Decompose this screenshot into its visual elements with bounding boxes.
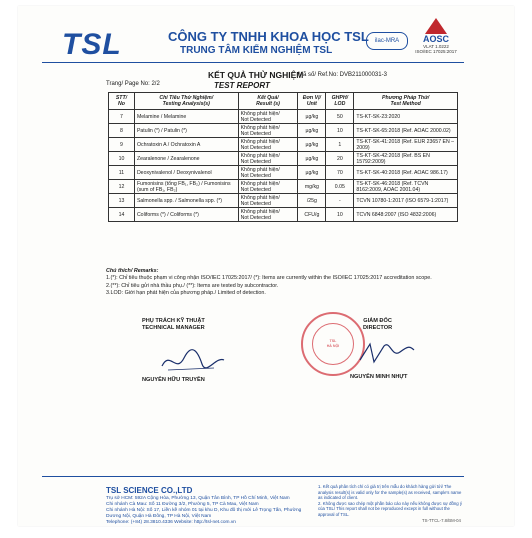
report-ref-number: Mã số/ Ref.No: DVB211000031-3 [298,72,387,78]
row-method: TS-KT-SK-46:2018 (Ref. TCVN 8162:2009, AOAC 2001.04) [354,180,458,194]
row-result: Không phát hiện/ Not Detected [238,110,298,124]
row-result: Không phát hiện/ Not Detected [238,152,298,166]
row-result: Không phát hiện/ Not Detected [238,124,298,138]
technical-manager-role-vn: PHỤ TRÁCH KỸ THUẬT [142,318,205,324]
footer-contact: Telephone: (+84) 28.3810.4336 Website: http://tsl-net.com.vn [106,520,236,525]
row-number: 9 [109,138,135,152]
row-number: 13 [109,194,135,208]
row-indicator: Zearalenone / Zearalenone [134,152,238,166]
aosc-label: AOSC [422,34,449,44]
remark-item: 2.(**): Chỉ tiêu gửi nhà thầu phụ./ (**): Items are tested by subcontractor. [106,282,279,289]
header-unit: Đơn Vị/ Unit [298,93,326,110]
row-result: Không phát hiện/ Not Detected [238,194,298,208]
director-name: NGUYỄN MINH NHỰT [350,374,408,380]
row-unit: µg/kg [298,110,326,124]
footer-remark: 2. Không được sao chép một phần báo cáo này nếu không được sự đồng ý của TSL/ This report shall not be reproduced except in full without the approval of TSL. [318,500,462,517]
row-indicator: Melamine / Melamine [134,110,238,124]
row-unit: /25g [298,194,326,208]
remark-item: 1.(*): Chỉ tiêu thuộc phạm vi công nhận ISO/IEC 17025:2017/ (*): Items are currently within the ISO/IEC 17025:2017 accreditation scope. [106,275,432,282]
row-number: 12 [109,180,135,194]
header-result: Kết Quả/ Result (s) [238,93,298,110]
row-number: 10 [109,152,135,166]
header-lod: GHPH/ LOD [326,93,354,110]
row-number: 14 [109,208,135,222]
results-table [108,92,458,222]
remarks-heading: Chú thích/ Remarks: [106,268,159,274]
table-row [109,152,458,166]
row-method: TS-KT-SK-65:2018 (Ref. AOAC 2000.02) [354,124,458,138]
remarks-section [106,268,456,298]
company-seal-inner: TSL HÀ NỘI [312,323,354,365]
report-title: KẾT QUẢ THỬ NGHIỆM [208,70,304,80]
row-lod: - [326,194,354,208]
row-number: 8 [109,124,135,138]
row-number: 7 [109,110,135,124]
row-lod: 0.05 [326,180,354,194]
row-number: 11 [109,166,135,180]
director-role-en: DIRECTOR [363,325,393,331]
row-method: TCVN 6848:2007 (ISO 4832:2006) [354,208,458,222]
ilac-mra-badge: ilac-MRA [366,32,408,50]
row-unit: CFU/g [298,208,326,222]
row-lod: 70 [326,166,354,180]
row-indicator: Coliforms (*) / Coliforms (*) [134,208,238,222]
row-indicator: Deoxynivalenol / Deoxynivalenol [134,166,238,180]
report-subtitle: TEST REPORT [214,81,270,90]
row-method: TS-KT-SK-40:2018 (Ref. AOAC 986.17) [354,166,458,180]
header-stt: STT/ No [109,93,135,110]
table-header-row [109,93,458,110]
row-result: Không phát hiện/ Not Detected [238,180,298,194]
row-indicator: Salmonella spp. / Salmonella spp. (*) [134,194,238,208]
table-row [109,124,458,138]
aosc-code: VLAT 1.0222 [423,44,449,49]
page-number: Trang/ Page No: 2/2 [106,81,160,87]
row-lod: 10 [326,208,354,222]
table-row [109,138,458,152]
footer-remark: 1. Kết quả phân tích chỉ có giá trị trên mẫu do khách hàng gửi tới/ The analysis result(s) is valid only for the sample(s) as received, sample's name as indicated of client. [318,484,462,501]
technical-manager-role-en: TECHNICAL MANAGER [142,325,205,331]
footer-address-line: Chi nhánh Cà Mau: Số 11 Đường 3/2, Phường 5, TP Cà Mau, Việt Nam [106,502,259,507]
row-method: TS-KT-SK-42:2018 (Ref. BS EN 15792:2009) [354,152,458,166]
row-unit: µg/kg [298,124,326,138]
row-unit: µg/kg [298,152,326,166]
technical-manager-block [142,318,205,332]
table-row [109,194,458,208]
footer-address-line: Chi nhánh Hà Nội: Số 17, Liền kề nhóm 01 tại khu D, Khu đô thị mới Lê Trọng Tấn, Phường Dương Nội, Quận Hà Đông, TP Hà Nội, Việt Nam [106,508,302,519]
report-sheet [18,6,514,526]
aosc-standard: ISO/IEC 17025:2017 [415,49,457,54]
director-signature [356,338,416,368]
table-row [109,166,458,180]
center-name: TRUNG TÂM KIỂM NGHIỆM TSL [180,45,333,56]
row-method: TCVN 10780-1:2017 (ISO 6579-1:2017) [354,194,458,208]
row-lod: 20 [326,152,354,166]
director-block [363,318,392,332]
row-indicator: Patulin (*) / Patulin (*) [134,124,238,138]
row-indicator: Ochratoxin A / Ochratoxin A [134,138,238,152]
table-row [109,180,458,194]
table-row [109,110,458,124]
form-code: TS-TTCL-7.8/BM-04 [422,518,461,523]
row-result: Không phát hiện/ Not Detected [238,166,298,180]
director-role-vn: GIÁM ĐỐC [363,318,392,324]
technical-manager-name: NGUYỄN HỮU TRUYỀN [142,377,205,383]
header-indicator: Chỉ Tiêu Thử Nghiệm/ Testing Analysis(s) [134,93,238,110]
footer-company: TSL SCIENCE CO.,LTD [106,486,193,495]
footer-remarks [318,484,466,518]
row-lod: 10 [326,124,354,138]
row-method: TS-KT-SK-41:2018 (Ref. EUR 23657 EN – 2009) [354,138,458,152]
footer-address-line: Trụ sở HCM: 592A Cộng Hòa, Phường 13, Quận Tân Bình, TP Hồ Chí Minh, Việt Nam [106,496,290,501]
header-divider [42,62,464,63]
row-result: Không phát hiện/ Not Detected [238,138,298,152]
technical-manager-signature [158,346,228,376]
row-lod: 1 [326,138,354,152]
header-method: Phương Pháp Thử/ Test Method [354,93,458,110]
row-method: TS-KT-SK-23:2020 [354,110,458,124]
table-row [109,208,458,222]
company-name: CÔNG TY TNHH KHOA HỌC TSL [168,29,369,44]
row-unit: µg/kg [298,138,326,152]
row-lod: 50 [326,110,354,124]
row-unit: µg/kg [298,166,326,180]
row-indicator: Fumonisins (tổng FB₁, FB₂) / Fumonisins (sum of FB₁, FB₂) [134,180,238,194]
row-result: Không phát hiện/ Not Detected [238,208,298,222]
footer-divider [42,476,464,477]
aosc-logo [410,18,462,54]
remark-item: 3.LOD: Giới hạn phát hiện của phương pháp./ Limited of detection. [106,290,266,297]
footer-address [106,496,316,526]
tsl-logo: TSL [62,28,122,61]
row-unit: mg/kg [298,180,326,194]
aosc-triangle-icon [425,18,447,34]
